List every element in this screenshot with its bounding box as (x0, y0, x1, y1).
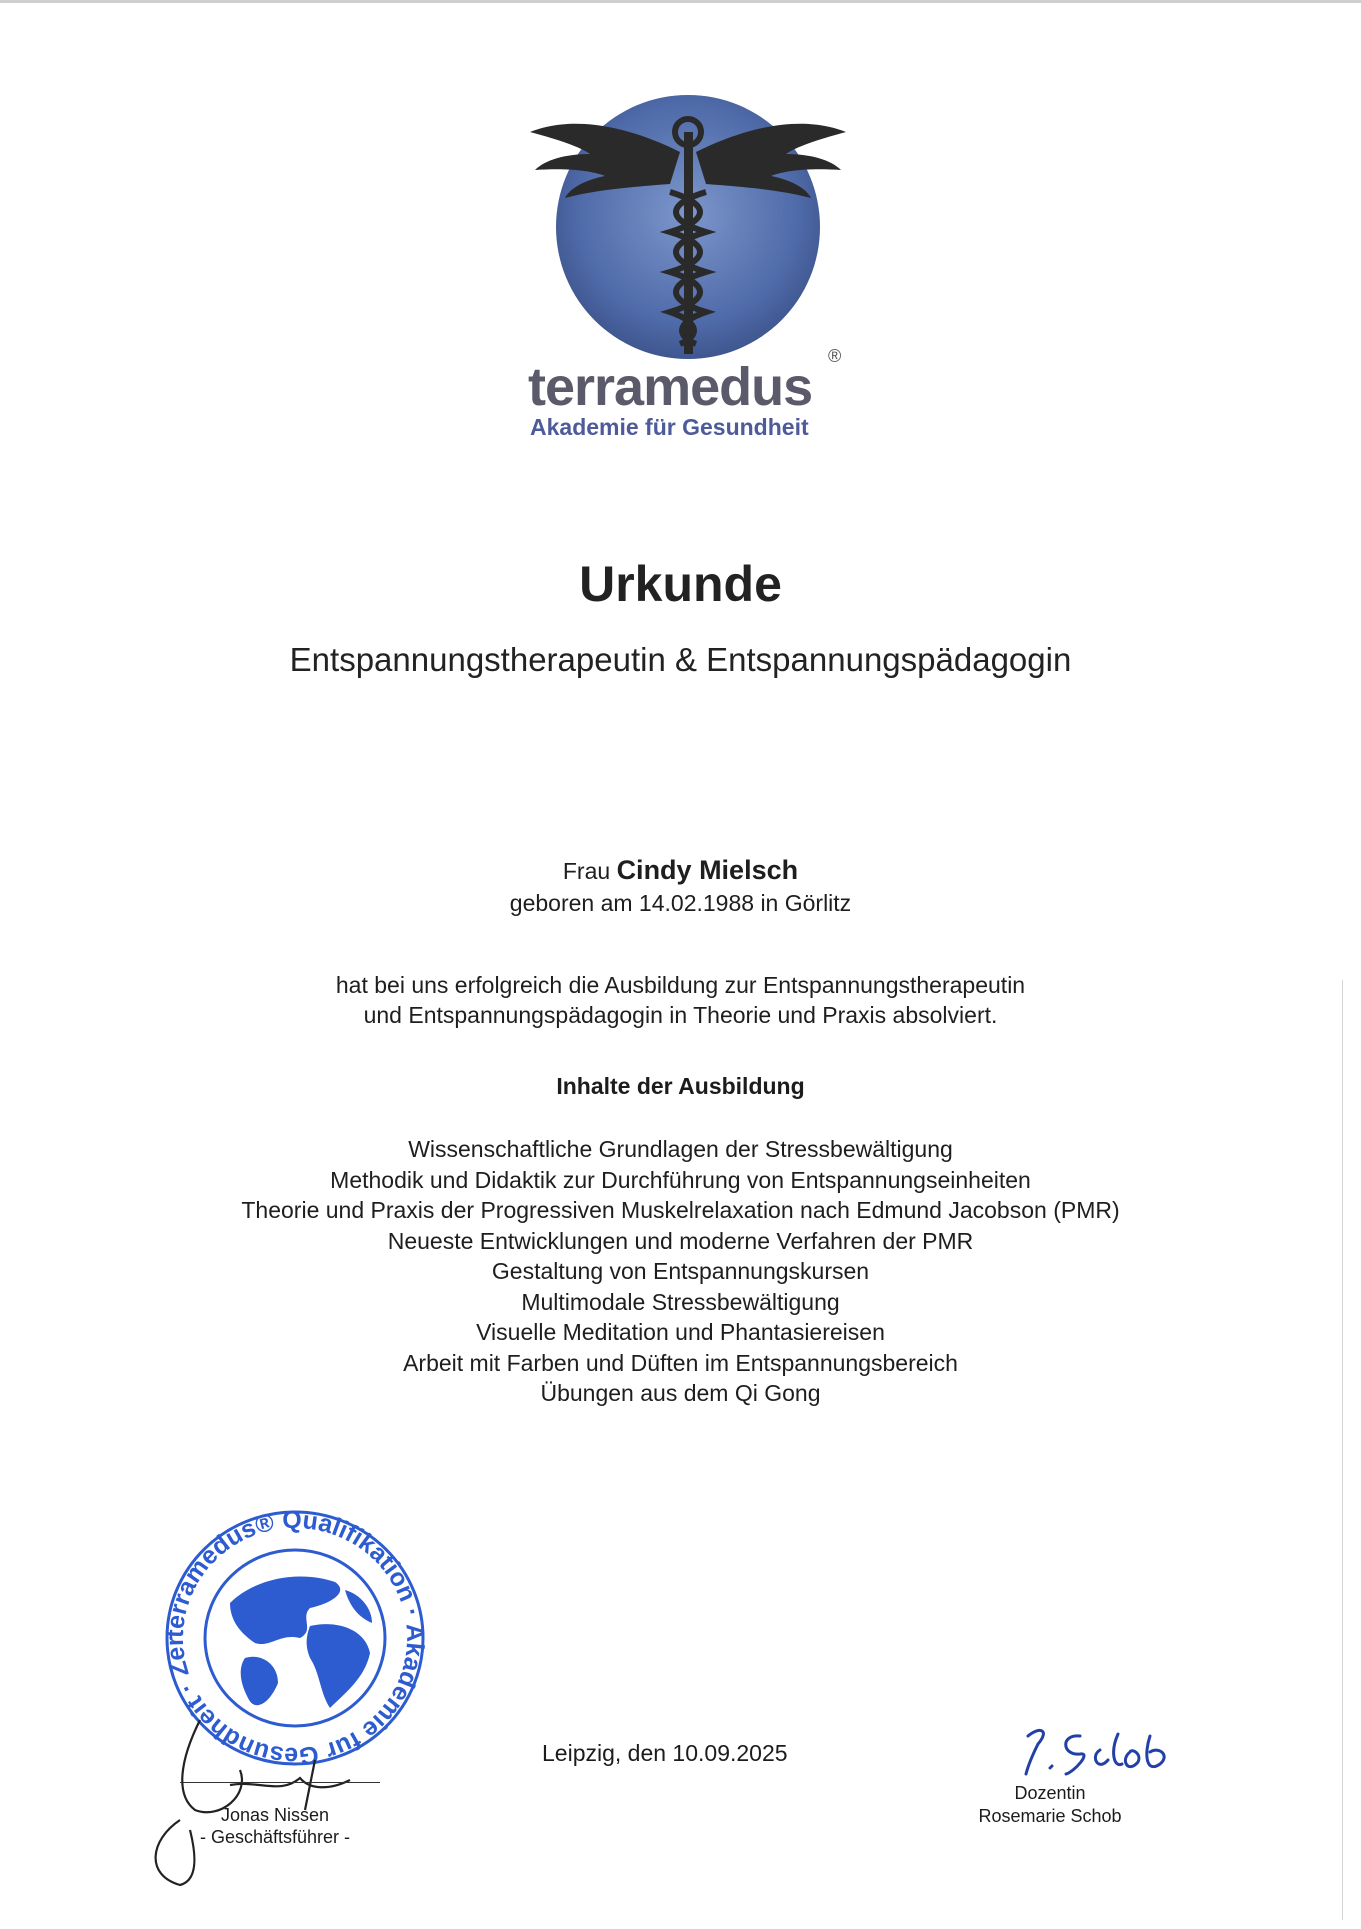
list-item: Neueste Entwicklungen und moderne Verfahren der PMR (387, 1227, 974, 1254)
list-item: Multimodale Stressbewältigung (521, 1288, 840, 1315)
contents-list (0, 1134, 1361, 1409)
list-item: Visuelle Meditation und Phantasiereisen (476, 1319, 885, 1345)
list-item: Gestaltung von Entspannungskursen (491, 1258, 870, 1284)
list-item: Arbeit mit Farben und Düften im Entspannungsbereich (403, 1349, 958, 1376)
contents-title: Inhalte der Ausbildung (556, 1073, 805, 1099)
place-date: Leipzig, den 10.09.2025 (542, 1740, 788, 1766)
certificate-subtitle: Entspannungstherapeutin & Entspannungspädagogin (289, 641, 1072, 678)
signature-right (1010, 1716, 1190, 1791)
list-item: Übungen aus dem Qi Gong (540, 1380, 821, 1406)
signer-right-role: Dozentin (1014, 1783, 1086, 1803)
scan-edge (0, 0, 1361, 3)
statement-line: und Entspannungspädagogin in Theorie und Praxis absolviert. (363, 1002, 998, 1028)
statement (0, 970, 1361, 1030)
scan-edge-right (1342, 980, 1343, 1920)
certificate-title: Urkunde (579, 556, 782, 612)
signature-line (180, 1782, 380, 1783)
signer-left-name: Jonas Nissen (220, 1805, 330, 1825)
list-item: Methodik und Didaktik zur Durchführung von Entspannungseinheiten (330, 1166, 1031, 1193)
birth-info: geboren am 14.02.1988 in Görlitz (509, 890, 852, 916)
salutation: Frau (562, 858, 611, 884)
list-item: Wissenschaftliche Grundlagen der Stressbewältigung (408, 1136, 953, 1162)
brand-subtitle: Akademie für Gesundheit (530, 414, 809, 440)
signer-left (180, 1804, 370, 1848)
signer-right-name: Rosemarie Schob (978, 1806, 1122, 1826)
signature-left (140, 1700, 400, 1895)
svg-text:terramedus® Qualifikation · Ak: terramedus® Qualifikation · Akademie für Gesundheit · Zer (160, 1508, 430, 1768)
signer-left-role: - Geschäftsführer - (199, 1827, 351, 1847)
list-item: Theorie und Praxis der Progressiven Muskelrelaxation nach Edmund Jacobson (PMR) (241, 1197, 1120, 1223)
statement-line: hat bei uns erfolgreich die Ausbildung zur Entspannungstherapeutin (335, 972, 1026, 998)
signer-right (960, 1782, 1140, 1828)
recipient (0, 855, 1361, 886)
registered-mark: ® (828, 346, 842, 366)
recipient-name: Cindy Mielsch (616, 855, 799, 885)
brand-name: terramedus (528, 357, 813, 417)
